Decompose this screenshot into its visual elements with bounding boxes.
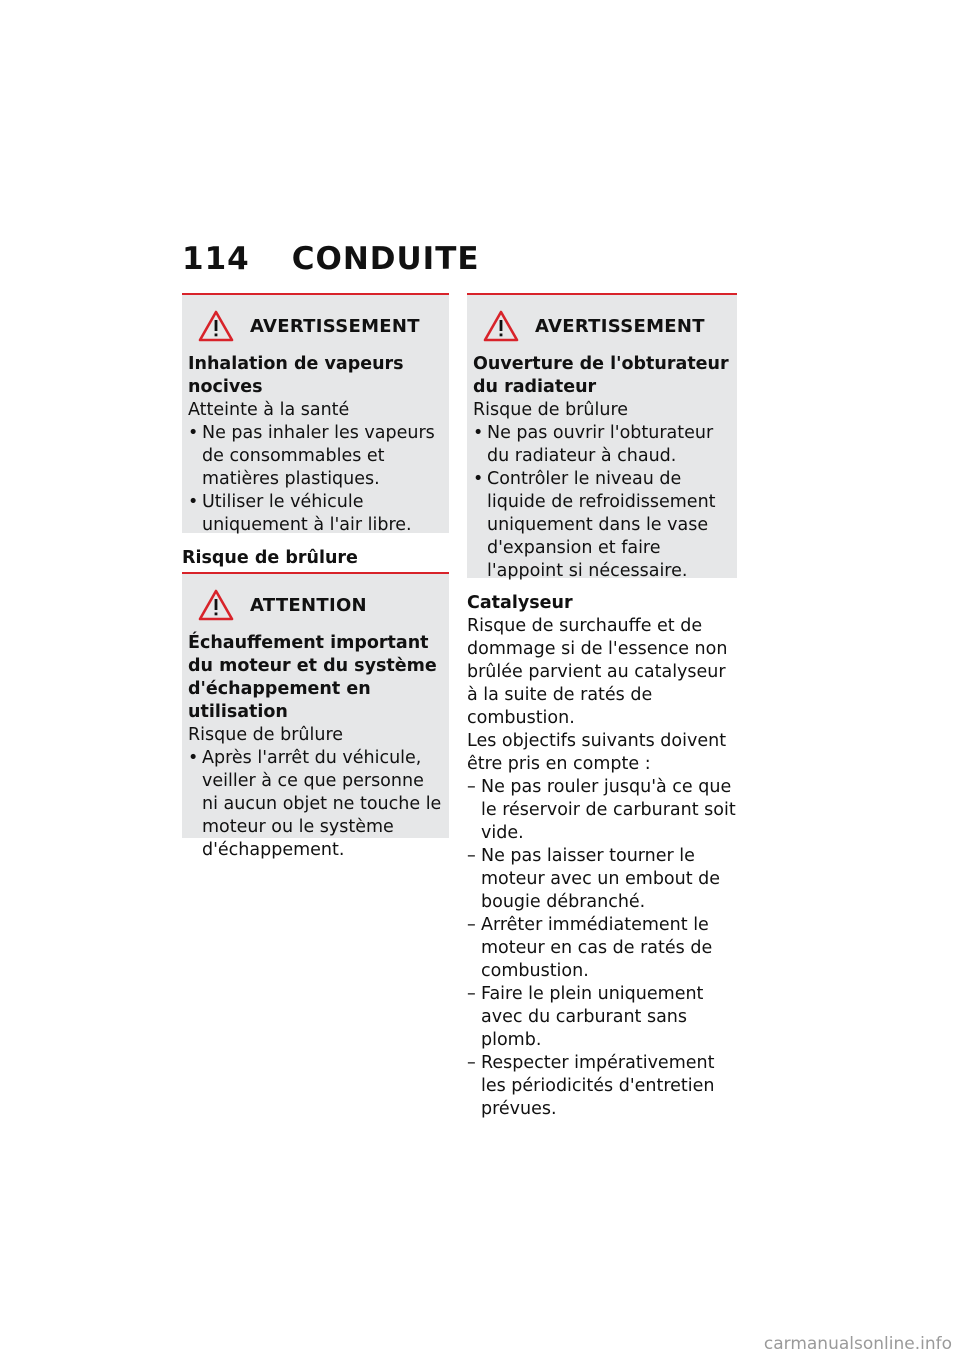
list-item: – Ne pas rouler jusqu'à ce que le réservoir de carburant soit vide. [467,776,739,845]
attention-bullets [188,747,443,862]
objectives-paragraph: Les objectifs suivants doivent être pris en compte : [467,731,727,774]
warning-subtitle: Atteinte à la santé [188,400,350,420]
warning-bullets [473,422,731,583]
warning-title: Ouverture de l'obturateur du radiateur [473,354,729,397]
catalyst-paragraph: Risque de surchauffe et de dommage si de l'essence non brûlée parvient au catalyseur à la suite de ratés de combustion. [467,616,728,728]
attention-box-header [188,588,443,622]
attention-subtitle: Risque de brûlure [188,725,344,745]
warning-box-header [188,309,443,343]
warning-triangle-icon [198,589,234,621]
attention-label: ATTENTION [250,594,367,616]
warning-box-radiator [467,293,737,581]
warning-triangle-icon [198,310,234,342]
list-item: • Contrôler le niveau de liquide de refroidissement uniquement dans le vase d'expansion et faire l'appoint si nécessaire. [473,468,731,583]
list-item: • Ne pas ouvrir l'obturateur du radiateur à chaud. [473,422,731,468]
warning-subtitle: Risque de brûlure [473,400,629,420]
section-heading-catalyst: Catalyseur [467,593,573,613]
list-item: – Ne pas laisser tourner le moteur avec un embout de bougie débranché. [467,845,739,914]
list-item: • Utiliser le véhicule uniquement à l'air libre. [188,491,443,537]
watermark: carmanualsonline.info [763,1334,952,1354]
warning-box-header [473,309,731,343]
warning-label: AVERTISSEMENT [250,315,420,337]
list-item: – Arrêter immédiatement le moteur en cas de ratés de combustion. [467,914,739,983]
section-title: CONDUITE [291,241,480,277]
warning-triangle-icon [483,310,519,342]
warning-bullets [188,422,443,537]
objectives-list [467,776,739,1121]
warning-box-vapours [182,293,449,533]
attention-box-heat [182,572,449,860]
warning-title: Inhalation de vapeurs nocives [188,354,404,397]
page-header [182,241,480,277]
section-heading-burn-risk: Risque de brûlure [182,548,358,568]
list-item: – Respecter impérativement les périodicités d'entretien prévues. [467,1052,739,1121]
list-item: • Ne pas inhaler les vapeurs de consommables et matières plastiques. [188,422,443,491]
attention-title: Échauffement important du moteur et du système d'échappement en utilisation [188,633,437,722]
catalyst-section [467,592,739,1121]
page-number: 114 [182,241,250,277]
warning-label: AVERTISSEMENT [535,315,705,337]
list-item: • Après l'arrêt du véhicule, veiller à ce que personne ni aucun objet ne touche le moteur ou le système d'échappement. [188,747,443,862]
list-item: – Faire le plein uniquement avec du carburant sans plomb. [467,983,739,1052]
